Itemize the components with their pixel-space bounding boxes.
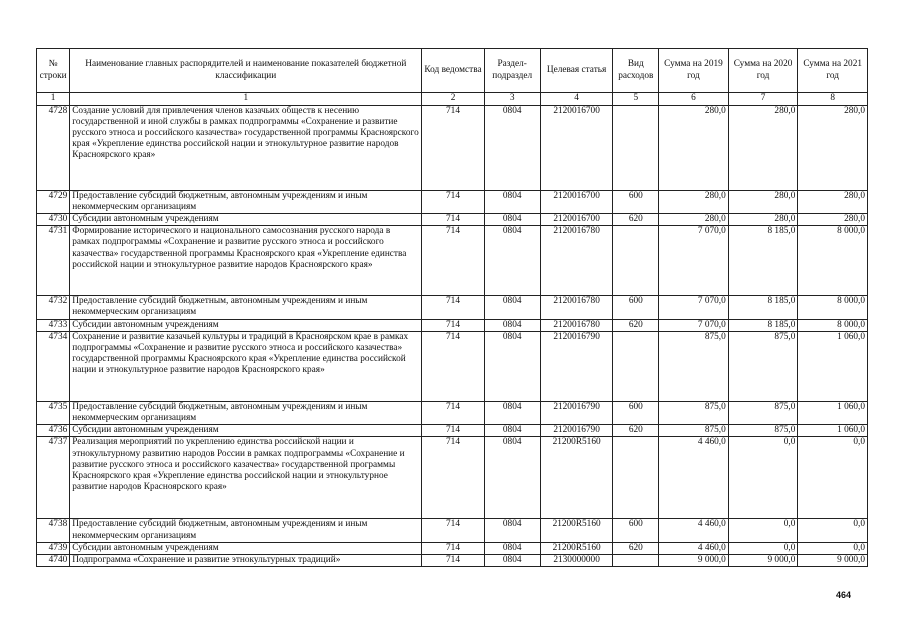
expense-type — [613, 437, 659, 519]
table-row — [37, 437, 868, 519]
row-name: Субсидии автономным учреждениям — [70, 425, 422, 437]
dept-code: 714 — [422, 542, 484, 554]
row-name: Субсидии автономным учреждениям — [70, 542, 422, 554]
row-name: Субсидии автономным учреждениям — [70, 213, 422, 225]
table-row — [37, 319, 868, 331]
column-number: 1 — [70, 93, 422, 106]
target-article: 2120016700 — [540, 190, 613, 213]
dept-code: 714 — [422, 401, 484, 424]
sum-2021: 0,0 — [798, 542, 868, 554]
sum-2019: 875,0 — [659, 331, 729, 401]
sum-2019: 4 460,0 — [659, 519, 729, 542]
table-row — [37, 105, 868, 190]
table-row — [37, 226, 868, 296]
section-code: 0804 — [484, 331, 540, 401]
sum-2021: 280,0 — [798, 190, 868, 213]
target-article: 21200R5160 — [540, 542, 613, 554]
section-code: 0804 — [484, 437, 540, 519]
row-number: 4730 — [37, 213, 70, 225]
dept-code: 714 — [422, 319, 484, 331]
table-row — [37, 401, 868, 424]
row-name: Предоставление субсидий бюджетным, автономным учреждениям и иным некоммерческим организациям — [70, 519, 422, 542]
dept-code: 714 — [422, 331, 484, 401]
row-number: 4734 — [37, 331, 70, 401]
header-section: Раздел-подраздел — [484, 49, 540, 93]
section-code: 0804 — [484, 213, 540, 225]
sum-2020: 8 185,0 — [728, 296, 798, 319]
sum-2019: 280,0 — [659, 105, 729, 190]
row-name: Предоставление субсидий бюджетным, автономным учреждениям и иным некоммерческим организациям — [70, 190, 422, 213]
row-number: 4729 — [37, 190, 70, 213]
expense-type: 620 — [613, 425, 659, 437]
target-article: 2120016780 — [540, 296, 613, 319]
sum-2019: 7 070,0 — [659, 226, 729, 296]
target-article: 21200R5160 — [540, 437, 613, 519]
sum-2019: 9 000,0 — [659, 554, 729, 566]
sum-2021: 280,0 — [798, 105, 868, 190]
row-number: 4737 — [37, 437, 70, 519]
table-row — [37, 519, 868, 542]
header-expense-type: Вид расходов — [613, 49, 659, 93]
sum-2019: 280,0 — [659, 190, 729, 213]
table-row — [37, 296, 868, 319]
column-number: 7 — [728, 93, 798, 106]
row-name: Формирование исторического и национального самосознания русского народа в рамках подпрограммы «Сохранение и развитие русского этноса и российского казачества» государственной программы Красноярского края «Укрепление единства российской нации и этнокультурное развитие народов Красноярского края» — [70, 226, 422, 296]
expense-type — [613, 226, 659, 296]
table-row — [37, 331, 868, 401]
column-number: 5 — [613, 93, 659, 106]
sum-2020: 0,0 — [728, 519, 798, 542]
sum-2021: 1 060,0 — [798, 331, 868, 401]
sum-2020: 8 185,0 — [728, 319, 798, 331]
sum-2019: 280,0 — [659, 213, 729, 225]
sum-2019: 7 070,0 — [659, 296, 729, 319]
sum-2021: 1 060,0 — [798, 425, 868, 437]
section-code: 0804 — [484, 401, 540, 424]
row-number: 4731 — [37, 226, 70, 296]
sum-2021: 8 000,0 — [798, 226, 868, 296]
target-article: 2120016780 — [540, 319, 613, 331]
section-code: 0804 — [484, 226, 540, 296]
header-target-article: Целевая статья — [540, 49, 613, 93]
header-sum-2021: Сумма на 2021 год — [798, 49, 868, 93]
expense-type: 600 — [613, 190, 659, 213]
target-article: 2120016790 — [540, 401, 613, 424]
dept-code: 714 — [422, 437, 484, 519]
row-number: 4739 — [37, 542, 70, 554]
sum-2019: 875,0 — [659, 401, 729, 424]
sum-2019: 875,0 — [659, 425, 729, 437]
expense-type: 600 — [613, 401, 659, 424]
section-code: 0804 — [484, 190, 540, 213]
sum-2020: 875,0 — [728, 331, 798, 401]
sum-2019: 7 070,0 — [659, 319, 729, 331]
row-name: Сохранение и развитие казачьей культуры и традиций в Красноярском крае в рамках подпрограммы «Сохранение и развитие русского этноса и российского казачества» государственной программы Красноярского края «Укрепление единства российской нации и этнокультурное развитие народов Красноярского края» — [70, 331, 422, 401]
expense-type: 600 — [613, 519, 659, 542]
sum-2019: 4 460,0 — [659, 542, 729, 554]
dept-code: 714 — [422, 519, 484, 542]
dept-code: 714 — [422, 190, 484, 213]
expense-type: 620 — [613, 319, 659, 331]
table-body — [37, 105, 868, 567]
page-number: 464 — [836, 590, 852, 600]
header-sum-2020: Сумма на 2020 год — [728, 49, 798, 93]
budget-table — [36, 48, 868, 567]
sum-2020: 875,0 — [728, 425, 798, 437]
expense-type: 620 — [613, 542, 659, 554]
column-number: 1 — [37, 93, 70, 106]
sum-2020: 0,0 — [728, 542, 798, 554]
table-row — [37, 213, 868, 225]
row-name: Предоставление субсидий бюджетным, автономным учреждениям и иным некоммерческим организациям — [70, 296, 422, 319]
section-code: 0804 — [484, 554, 540, 566]
table-row — [37, 542, 868, 554]
column-number: 6 — [659, 93, 729, 106]
dept-code: 714 — [422, 226, 484, 296]
expense-type: 620 — [613, 213, 659, 225]
section-code: 0804 — [484, 519, 540, 542]
dept-code: 714 — [422, 425, 484, 437]
row-name: Субсидии автономным учреждениям — [70, 319, 422, 331]
sum-2020: 280,0 — [728, 190, 798, 213]
sum-2021: 8 000,0 — [798, 319, 868, 331]
sum-2021: 0,0 — [798, 519, 868, 542]
column-number: 4 — [540, 93, 613, 106]
expense-type — [613, 554, 659, 566]
row-name: Реализация мероприятий по укреплению единства российской нации и этнокультурному развитию народов России в рамках подпрограммы «Сохранение и развитие русского этноса и российского казачества» государственной программы Красноярского края «Укрепление единства российской нации и этнокультурное развитие народов Красноярского края» — [70, 437, 422, 519]
section-code: 0804 — [484, 319, 540, 331]
row-number: 4733 — [37, 319, 70, 331]
row-number: 4738 — [37, 519, 70, 542]
row-name: Создание условий для привлечения членов казачьих обществ к несению государственной и иной службы в рамках подпрограммы «Сохранение и развитие русского этноса и российского казачества» государственной программы Красноярского края «Укрепление единства российской нации и этнокультурное развитие народов Красноярского края» — [70, 105, 422, 190]
dept-code: 714 — [422, 105, 484, 190]
sum-2020: 8 185,0 — [728, 226, 798, 296]
sum-2020: 875,0 — [728, 401, 798, 424]
row-name: Подпрограмма «Сохранение и развитие этнокультурных традиций» — [70, 554, 422, 566]
column-number: 8 — [798, 93, 868, 106]
table-row — [37, 554, 868, 566]
section-code: 0804 — [484, 425, 540, 437]
sum-2020: 9 000,0 — [728, 554, 798, 566]
sum-2020: 280,0 — [728, 213, 798, 225]
column-number: 3 — [484, 93, 540, 106]
header-sum-2019: Сумма на 2019 год — [659, 49, 729, 93]
row-name: Предоставление субсидий бюджетным, автономным учреждениям и иным некоммерческим организациям — [70, 401, 422, 424]
table-row — [37, 425, 868, 437]
sum-2020: 0,0 — [728, 437, 798, 519]
expense-type — [613, 105, 659, 190]
sum-2019: 4 460,0 — [659, 437, 729, 519]
target-article: 2120016790 — [540, 331, 613, 401]
target-article: 21200R5160 — [540, 519, 613, 542]
section-code: 0804 — [484, 105, 540, 190]
column-number-row — [37, 93, 868, 106]
sum-2021: 280,0 — [798, 213, 868, 225]
sum-2021: 8 000,0 — [798, 296, 868, 319]
target-article: 2120016700 — [540, 105, 613, 190]
section-code: 0804 — [484, 296, 540, 319]
row-number: 4732 — [37, 296, 70, 319]
table-row — [37, 190, 868, 213]
target-article: 2120016700 — [540, 213, 613, 225]
sum-2021: 0,0 — [798, 437, 868, 519]
target-article: 2130000000 — [540, 554, 613, 566]
expense-type: 600 — [613, 296, 659, 319]
row-number: 4728 — [37, 105, 70, 190]
target-article: 2120016790 — [540, 425, 613, 437]
header-row-number: № строки — [37, 49, 70, 93]
row-number: 4740 — [37, 554, 70, 566]
sum-2021: 1 060,0 — [798, 401, 868, 424]
header-row — [37, 49, 868, 93]
dept-code: 714 — [422, 213, 484, 225]
header-dept-code: Код ведомства — [422, 49, 484, 93]
section-code: 0804 — [484, 542, 540, 554]
target-article: 2120016780 — [540, 226, 613, 296]
dept-code: 714 — [422, 296, 484, 319]
sum-2021: 9 000,0 — [798, 554, 868, 566]
sum-2020: 280,0 — [728, 105, 798, 190]
expense-type — [613, 331, 659, 401]
column-number: 2 — [422, 93, 484, 106]
row-number: 4736 — [37, 425, 70, 437]
header-name: Наименование главных распорядителей и наименование показателей бюджетной классификации — [70, 49, 422, 93]
dept-code: 714 — [422, 554, 484, 566]
row-number: 4735 — [37, 401, 70, 424]
